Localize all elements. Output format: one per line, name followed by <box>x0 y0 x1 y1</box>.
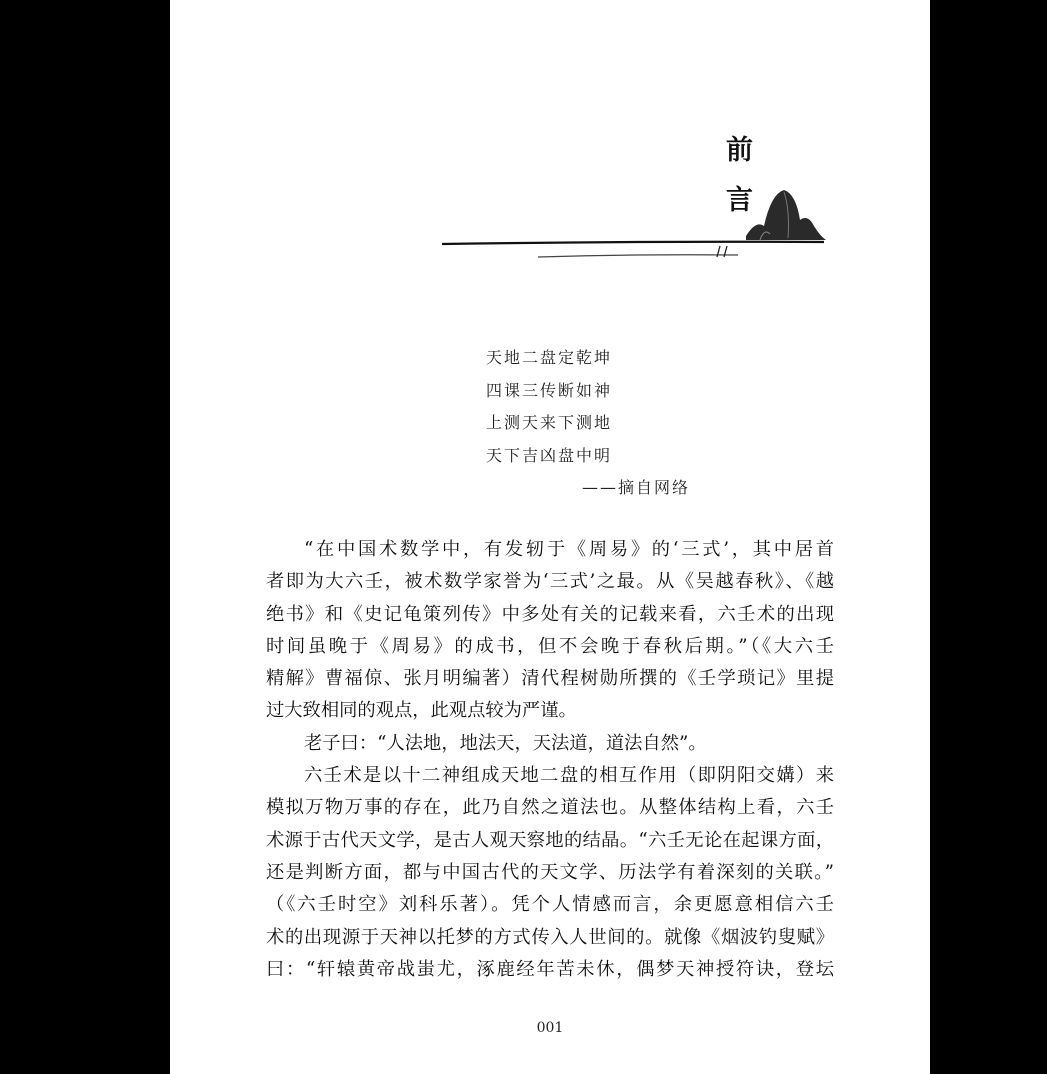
poem-line: 天下吉凶盘中明 <box>486 445 613 465</box>
body-line: 绝书》和《史记龟策列传》中多处有关的记载来看，六壬术的出现 <box>266 603 834 625</box>
poem-line: 天地二盘定乾坤 <box>486 348 613 367</box>
heading-char-2: 言 <box>726 185 753 216</box>
poem-line: 上测天来下测地 <box>486 413 613 432</box>
book-page <box>170 0 930 1074</box>
body-line: 精解》曹福倞、张月明编著）清代程树勋所撰的《壬学琐记》里提 <box>266 668 834 690</box>
preface-body <box>266 534 834 986</box>
heading-char-1: 前 <box>726 135 753 166</box>
body-line: （《六壬时空》刘科乐著）。凭个人情感而言，余更愿意相信六壬 <box>266 894 834 916</box>
body-line: 术的出现源于天神以托梦的方式传入人世间的。就像《烟波钓叟赋》 <box>266 926 834 948</box>
body-line: 曰：“轩辕黄帝战蚩尤，涿鹿经年苦未休，偶梦天神授符诀，登坛 <box>266 958 834 980</box>
body-line: 时间虽晚于《周易》的成书，但不会晚于春秋后期。”（《大六壬 <box>266 635 834 657</box>
body-line: “在中国术数学中，有发轫于《周易》的‘三式’，其中居首 <box>304 539 834 560</box>
poem-line: 四课三传断如神 <box>486 380 613 400</box>
body-line: 术源于古代天文学，是古人观天察地的结晶。“六壬无论在起课方面， <box>266 829 834 851</box>
body-line: 模拟万物万事的存在，此乃自然之道法也。从整体结构上看，六壬 <box>266 797 834 819</box>
body-line: 者即为大六壬，被术数学家誉为‘三式’之最。从《吴越春秋》、《越 <box>266 571 834 593</box>
mountain-ornament <box>438 180 828 270</box>
body-line: 老子曰：“人法地，地法天，天法道，道法自然”。 <box>304 732 707 754</box>
body-line: 六壬术是以十二神组成天地二盘的相互作用（即阴阳交媾）来 <box>304 765 834 787</box>
body-line: 还是判断方面，都与中国古代的天文学、历法学有着深刻的关联。” <box>266 861 834 883</box>
poem-credit: ——摘自网络 <box>582 478 691 497</box>
epigraph-poem <box>486 342 690 505</box>
page-number: 001 <box>536 1020 564 1036</box>
body-line: 过大致相同的观点，此观点较为严谨。 <box>266 700 577 722</box>
